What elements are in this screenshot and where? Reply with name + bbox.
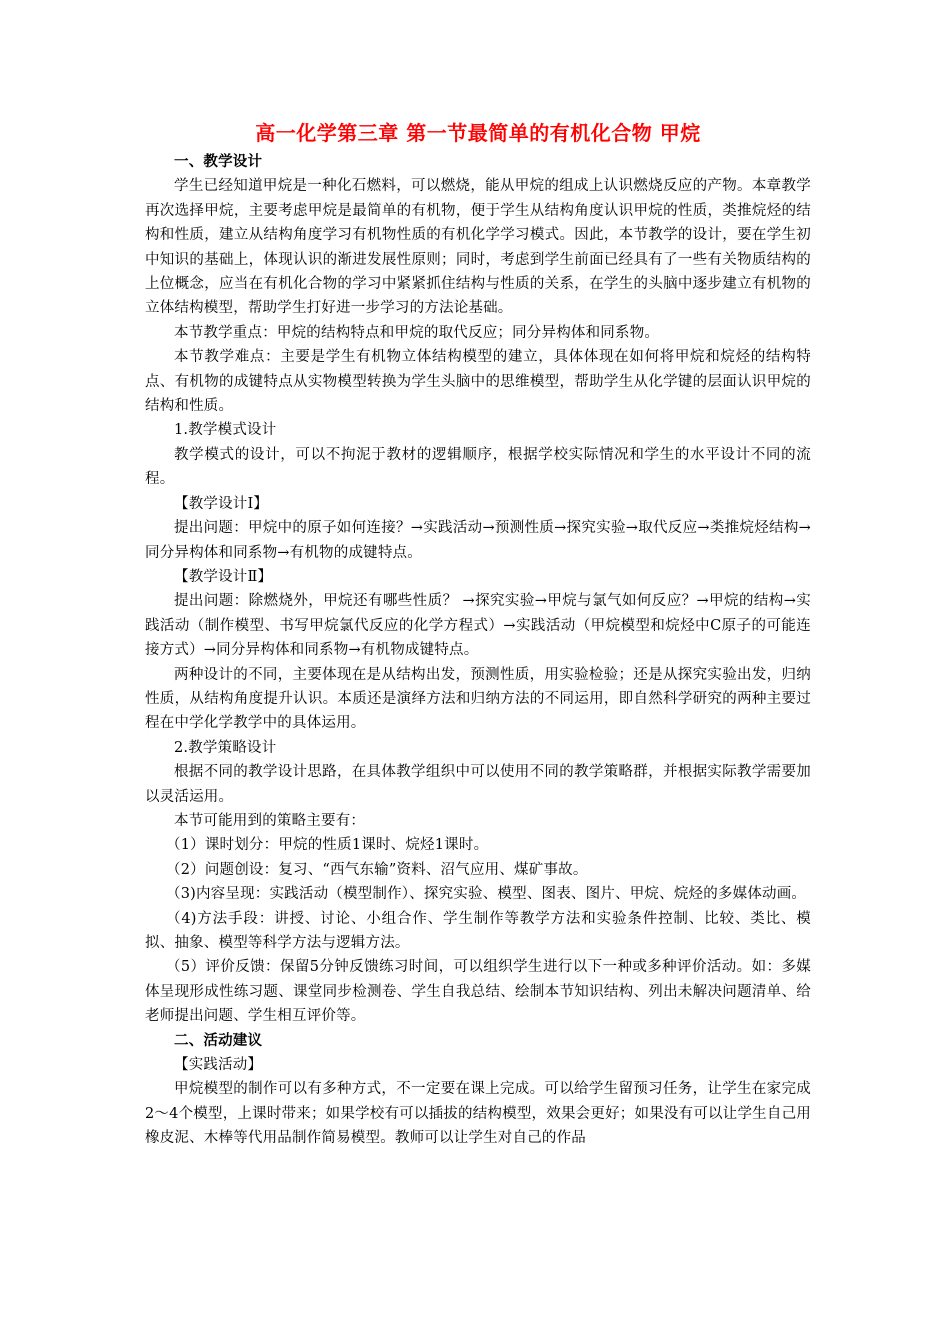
design-2-text: 提出问题：除燃烧外，甲烷还有哪些性质？ →探究实验→甲烷与氯气如何反应？→甲烷的结构→实践活动（制作模型、书写甲烷氯代反应的化学方程式）→实践活动（甲烷模型和烷烃中C原子的可能连接方式）→同分异构体和同系物→有机物成键特点。 bbox=[145, 593, 811, 659]
paragraph-design-comparison: 两种设计的不同，主要体现在是从结构出发，预测性质，用实验检验；还是从探究实验出发，归纳性质，从结构角度提升认识。本质还是演绎方法和归纳方法的不同运用，即自然科学研究的两种主要过程在中学化学教学中的具体运用。 bbox=[145, 666, 811, 732]
paragraph-activity: 甲烷模型的制作可以有多种方式，不一定要在课上完成。可以给学生留预习任务，让学生在家完成2～4个模型，上课时带来；如果学校有可以插拔的结构模型，效果会更好；如果没有可以让学生自己用橡皮泥、木棒等代用品制作简易模型。教师可以让学生对自己的作品 bbox=[145, 1081, 811, 1147]
strategy-item-2: （2）问题创设：复习、“西气东输”资料、沼气应用、煤矿事故。 bbox=[166, 861, 588, 878]
subheading-strategy-design: 2.教学策略设计 bbox=[174, 739, 277, 756]
document-page bbox=[145, 118, 811, 1151]
strategy-item-3: （3)内容呈现：实践活动（模型制作）、探究实验、模型、图表、图片、甲烷、烷烃的多媒体动画。 bbox=[166, 886, 807, 903]
design-1-label: 【教学设计Ⅰ】 bbox=[174, 495, 269, 512]
design-1-text: 提出问题：甲烷中的原子如何连接？→实践活动→预测性质→探究实验→取代反应→类推烷烃结构→同分异构体和同系物→有机物的成键特点。 bbox=[145, 520, 811, 561]
document-title: 高一化学第三章 第一节最简单的有机化合物 甲烷 bbox=[255, 121, 701, 145]
activity-label: 【实践活动】 bbox=[174, 1057, 263, 1074]
paragraph-strategy-design: 根据不同的教学设计思路，在具体教学组织中可以使用不同的教学策略群，并根据实际教学需要加以灵活运用。 bbox=[145, 764, 811, 805]
paragraph-intro: 学生已经知道甲烷是一种化石燃料，可以燃烧，能从甲烷的组成上认识燃烧反应的产物。本章教学再次选择甲烷，主要考虑甲烷是最简单的有机物，便于学生从结构角度认识甲烷的性质，类推烷烃的结构和性质，建立从结构角度学习有机物性质的有机化学学习模式。因此，本节教学的设计，要在学生初中知识的基础上，体现认识的渐进发展性原则；同时，考虑到学生前面已经具有了一些有关物质结构的上位概念，应当在有机化合物的学习中紧紧抓住结构与性质的关系，在学生的头脑中逐步建立有机物的立体结构模型，帮助学生打好进一步学习的方法论基础。 bbox=[145, 178, 811, 317]
paragraph-strategies-intro: 本节可能用到的策略主要有： bbox=[174, 812, 366, 829]
section-heading-activity-suggestions: 二、活动建议 bbox=[174, 1032, 263, 1049]
design-2-label: 【教学设计Ⅱ】 bbox=[174, 568, 273, 585]
paragraph-difficulties: 本节教学难点：主要是学生有机物立体结构模型的建立，具体体现在如何将甲烷和烷烃的结构特点、有机物的成键特点从实物模型转换为学生头脑中的思维模型，帮助学生从化学键的层面认识甲烷的结构和性质。 bbox=[145, 349, 811, 415]
strategy-item-5: （5）评价反馈：保留5分钟反馈练习时间，可以组织学生进行以下一种或多种评价活动。如：多媒体呈现形成性练习题、课堂同步检测卷、学生自我总结、绘制本节知识结构、列出未解决问题清单、给老师提出问题、学生相互评价等。 bbox=[145, 959, 811, 1025]
strategy-item-4: （4)方法手段：讲授、讨论、小组合作、学生制作等教学方法和实验条件控制、比较、类比、模拟、抽象、模型等科学方法与逻辑方法。 bbox=[145, 910, 811, 951]
section-heading-teaching-design: 一、教学设计 bbox=[174, 154, 263, 170]
subheading-mode-design: 1.教学模式设计 bbox=[174, 422, 277, 439]
paragraph-mode-design: 教学模式的设计，可以不拘泥于教材的逻辑顺序，根据学校实际情况和学生的水平设计不同的流程。 bbox=[145, 446, 811, 488]
strategy-item-1: （1）课时划分：甲烷的性质1课时、烷烃1课时。 bbox=[166, 837, 489, 854]
paragraph-key-points: 本节教学重点：甲烷的结构特点和甲烷的取代反应；同分异构体和同系物。 bbox=[174, 324, 660, 341]
